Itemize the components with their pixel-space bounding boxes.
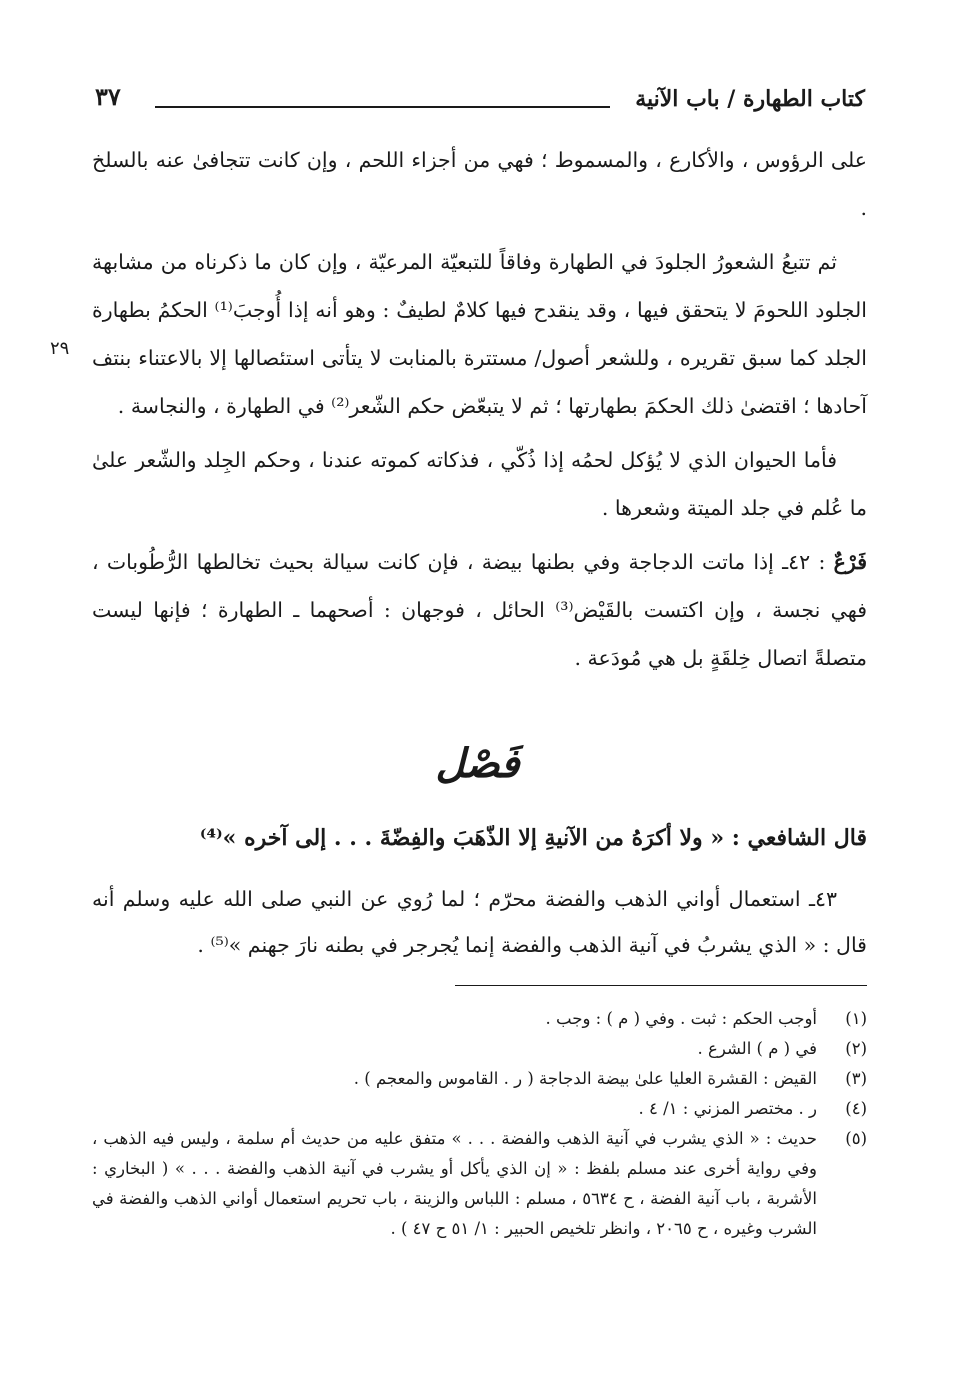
footnote (92, 1064, 867, 1094)
paragraph-43: ٤٣ـ استعمال أواني الذهب والفضة محرّم ؛ لما رُوي عن النبي صلى الله عليه وسلم أنه قال : « الذي يشربُ في آنية الذهب والفضة إنما يُجرجر في بطنه نارَ جهنم »⁽⁵⁾ . (92, 887, 867, 957)
far-text: : ٤٢ـ إذا ماتت الدجاجة وفي بطنها بيضة ، فإن كانت سيالة بحيث تخالطها الرُّطُوبات ، فهي نجسة ، وإن اكتست بالقَيْض⁽³⁾ الحائل ، فوجهان : أصحهما ـ الطهارة ؛ فإنها ليست متصلةً اتصال خِلقَةٍ بل هي مُودَعة . (92, 550, 867, 670)
footnotes (92, 1004, 867, 1244)
far-paragraph (92, 538, 867, 682)
footnote-text: حديث : « الذي يشرب في آنية الذهب والفضة . . . » متفق عليه من حديث أم سلمة ، وليس فيه الذهب ، وفي رواية أخرى عند مسلم بلفظ : « إن الذي يأكل أو يشرب في آنية الذهب والفضة . . . » ( البخاري : الأشربة ، باب آنية الفضة ، ح ٥٦٣٤ ، مسلم : اللباس والزينة ، باب تحريم استعمال أواني الذهب والفضة في الشرب وغيره ، ح ٢٠٦٥ ، وانظر تلخيص الحبير : ١/ ٥١ ح ٤٧ ) . (92, 1129, 817, 1238)
section-heading-wrap (0, 740, 955, 787)
footnote-number: (١) (845, 1009, 867, 1028)
paragraph-animal: فأما الحيوان الذي لا يُؤكل لحمُه إذا ذُكّي ، فذكاته كموته عندنا ، وحكم الجِلد والشّعر علىٰ ما عُلم في جلد الميتة وشعرها . (92, 448, 867, 520)
shafii-quote: قال الشافعي : « ولا أكرَهُ من الآنيةِ إلا الذّهَبَ والفِضّةَ . . . إلى آخره »⁽⁴⁾ (199, 825, 867, 851)
footnote (92, 1094, 867, 1124)
footnote-number: (٤) (845, 1099, 867, 1118)
footnote-text: القيض : القشرة العليا علىٰ بيضة الدجاجة ( ر . القاموس والمعجم ) . (353, 1069, 817, 1088)
footnote-number: (٥) (845, 1129, 867, 1148)
footnote-text: ر . مختصر المزني : ١/ ٤ . (638, 1099, 817, 1118)
running-header (95, 82, 865, 122)
footnote-number: (٢) (845, 1039, 867, 1058)
page-number: ٣٧ (95, 82, 121, 111)
main-text (92, 136, 867, 688)
paragraph-continuation: على الرؤوس ، والأكارع ، والمسموط ؛ فهي من أجزاء اللحم ، وإن كانت تتجافىٰ عنه بالسلخ . (92, 148, 867, 220)
header-title: كتاب الطهارة / باب الآنية (635, 86, 865, 112)
footnote (92, 1124, 867, 1244)
footnote (92, 1004, 867, 1034)
far-label: فَرْعٌ (833, 550, 867, 574)
header-rule (155, 106, 610, 108)
paragraph-hair: ثم تتبعُ الشعورُ الجلودَ في الطهارة وفاقاً للتبعيّة المرعيّة ، وإن كان ما ذكرناه من مشابهة الجلود اللحومَ لا يتحقق فيها ، وقد ينقدح فيها كلامٌ لطيفٌ : وهو أنه إذا أُوجبَ⁽¹⁾ الحكمُ بطهارة الجلد كما سبق تقريره ، وللشعر أصول/ مستترة بالمنابت لا يتأتى استئصالها إلا بالاعتناء بنتف آحادها ؛ اقتضىٰ ذلك الحكمَ بطهارتها ؛ ثم لا يتبعّض حكم الشّعر⁽²⁾ في الطهارة ، والنجاسة . (92, 250, 867, 418)
section-heading: فَصْل (435, 740, 520, 787)
footnote-text: في ( م ) الشرع . (697, 1039, 817, 1058)
margin-page-marker: ٢٩ (50, 338, 70, 359)
paragraph-43-wrap (92, 876, 867, 968)
footnote-number: (٣) (845, 1069, 867, 1088)
footnote-text: أوجب الحكم : ثبت . وفي ( م ) : وجب . (545, 1009, 817, 1028)
footnote (92, 1034, 867, 1064)
footnote-separator (455, 985, 867, 986)
